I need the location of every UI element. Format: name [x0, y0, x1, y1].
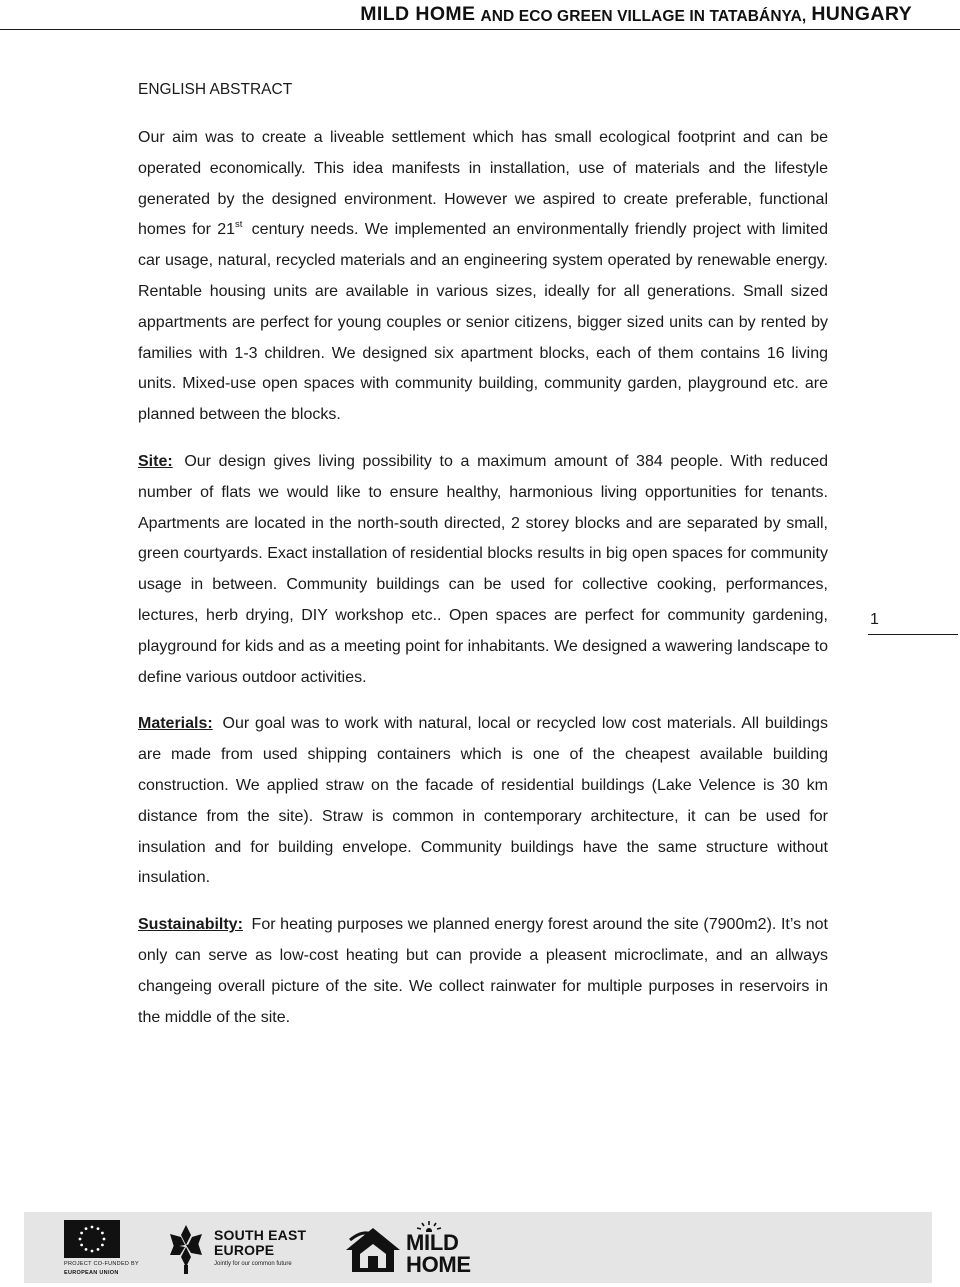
intro-text-b: century needs. We implemented an environmentally friendly project with limited car usage, natural, recycled materials and an engineering system operated by renewable energy. Rentable housing units are available in various sizes, ideally for all generations. Small sized appartments are perfect for young couples or senior citizens, bigger sized units can by rented by families with 1-3 children. We designed six apartment blocks, each of them contains 16 living units. Mixed-use open spaces with community building, community garden, playground etc. are planned between the blocks. [138, 221, 828, 424]
flower-icon [164, 1221, 208, 1275]
site-paragraph [138, 447, 828, 693]
eu-caption-top: PROJECT CO-FUNDED BY [64, 1261, 139, 1267]
see-logo-line-2: EUROPE [214, 1242, 275, 1258]
mild-home-logo [342, 1215, 471, 1281]
eu-logo [64, 1220, 139, 1278]
mild-home-line-2: HOME [406, 1252, 471, 1277]
eu-caption-bottom: EUROPEAN UNION [64, 1270, 119, 1276]
header-title-location: AND ECO GREEN VILLAGE IN TATABÁNYA, [480, 8, 807, 25]
eu-flag-icon [64, 1220, 120, 1258]
materials-paragraph [138, 709, 828, 894]
footer-logo-bar [24, 1212, 932, 1283]
sustainability-label: Sustainabilty: [138, 916, 243, 934]
house-icon [342, 1220, 404, 1276]
sustainability-paragraph [138, 910, 828, 1033]
header-divider [0, 29, 960, 30]
running-header [360, 0, 912, 26]
south-east-europe-logo [164, 1218, 306, 1278]
materials-label: Materials: [138, 715, 213, 733]
header-title-country: HUNGARY [811, 3, 912, 25]
intro-superscript: st [235, 219, 243, 231]
intro-paragraph [138, 123, 828, 431]
page-number: 1 [868, 610, 958, 635]
see-logo-line-1: SOUTH EAST [214, 1227, 307, 1243]
header-title-mild-home: MILD HOME [360, 3, 476, 25]
mild-home-line-1: MILD [406, 1230, 459, 1255]
materials-text: Our goal was to work with natural, local or recycled low cost materials. All buildings are made from used shipping containers which is one of the cheapest available building construction. We applied straw on the facade of residential buildings (Lake Velence is 30 km distance from the site). Straw is common in contemporary architecture, it can be used for insulation and for building envelope. Community buildings have the same structure without insulation. [138, 715, 828, 887]
site-text: Our design gives living possibility to a maximum amount of 384 people. With reduced number of flats we would like to ensure healthy, harmonious living opportunities for tenants. Apartments are located in the north-south directed, 2 storey blocks and are separated by small, green courtyards. Exact installation of residential blocks results in big open spaces for community usage in between. Community buildings can be used for collective cooking, performances, lectures, herb drying, DIY workshop etc.. Open spaces are perfect for community gardening, playground for kids and as a meeting point for inhabitants. We designed a wawering landscape to define various outdoor activities. [138, 452, 829, 686]
site-label: Site: [138, 452, 173, 470]
sustainability-text: For heating purposes we planned energy forest around the site (7900m2). It’s not only can serve as low-cost heating but can provide a pleasent microclimate, and an allways changeing overall picture of the site. We collect rainwater for multiple purposes in reservoirs in the middle of the site. [138, 916, 828, 1026]
document-body [138, 78, 828, 1049]
abstract-heading: ENGLISH ABSTRACT [138, 81, 293, 98]
intro-text-a: Our aim was to create a liveable settlement which has small ecological footprint and can be operated economically. This idea manifests in installation, use of materials and the lifestyle generated by the designed environment. However we aspired to create preferable, functional homes for 21 [138, 129, 828, 239]
see-tagline: Jointly for our common future [214, 1261, 292, 1267]
